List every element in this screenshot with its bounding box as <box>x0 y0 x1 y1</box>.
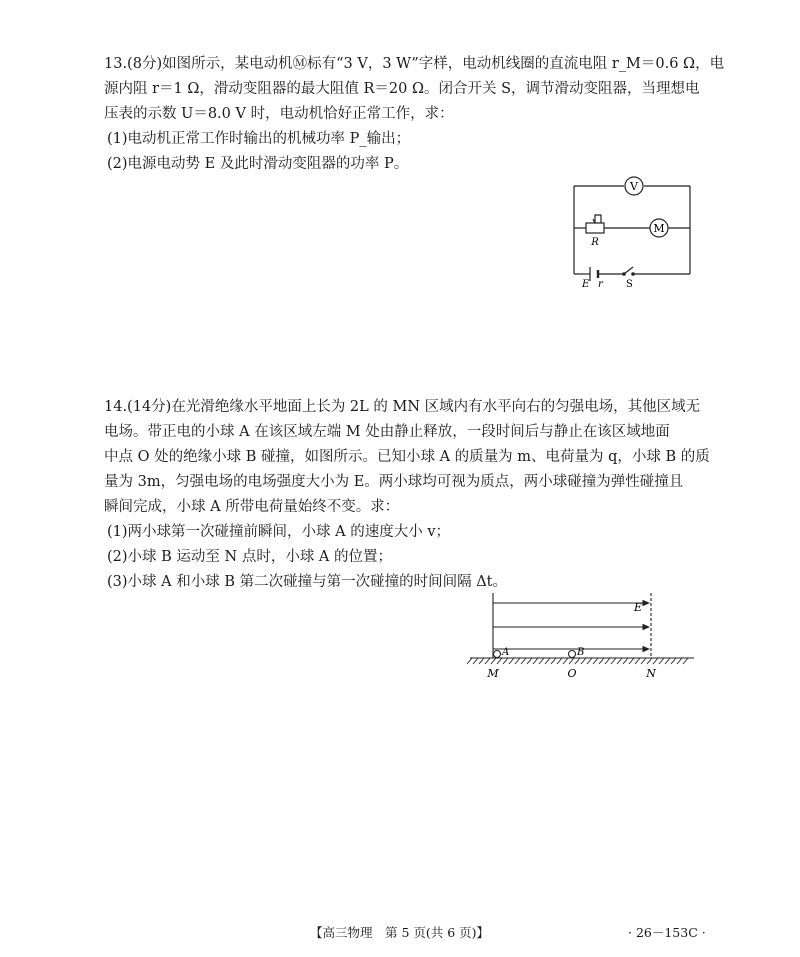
question-14-part-1: (1)两小球第一次碰撞前瞬间，小球 A 的速度大小 v； <box>107 524 451 540</box>
ground-hatching <box>467 658 688 664</box>
emf-label: E <box>582 279 590 290</box>
switch-contact <box>631 272 635 276</box>
rheostat-slider <box>595 215 601 223</box>
question-14-line-4: 量为 3m，匀强电场的电场强度大小为 E。两小球均可视为质点，两小球碰撞为弹性碰撞且 <box>104 474 684 490</box>
question-13-line-2: 源内阻 r＝1 Ω，滑动变阻器的最大阻值 R＝20 Ω。闭合开关 S，调节滑动变阻器，当理想电 <box>104 81 700 97</box>
ball-b-label: B <box>577 647 585 658</box>
question-14-line-2: 电场。带正电的小球 A 在该区域左端 M 处由静止释放，一段时间后与静止在该区域地面 <box>104 424 670 440</box>
ball-a-label: A <box>502 647 510 658</box>
question-13-line-1: 13.(8分)如图所示，某电动机Ⓜ标有“3 V，3 W”字样，电动机线圈的直流电阻 r_M＝0.6 Ω，电 <box>104 56 725 72</box>
electric-field-diagram <box>462 585 702 685</box>
motor-label: M <box>653 222 665 235</box>
switch-label: S <box>626 279 633 290</box>
question-14-part-2: (2)小球 B 运动至 N 点时，小球 A 的位置； <box>107 549 393 565</box>
question-13-part-2: (2)电源电动势 E 及此时滑动变阻器的功率 P。 <box>107 156 409 172</box>
question-14-line-3: 中点 O 处的绝缘小球 B 碰撞，如图所示。已知小球 A 的质量为 m、电荷量为 q，小球 B 的质 <box>104 449 710 465</box>
question-14-part-3: (3)小球 A 和小球 B 第二次碰撞与第一次碰撞的时间间隔 Δt。 <box>107 574 508 590</box>
circuit-diagram <box>560 170 700 290</box>
question-13-part-1: (1)电动机正常工作时输出的机械功率 P_输出； <box>107 131 411 147</box>
switch-pivot <box>622 272 626 276</box>
ball-b <box>569 651 576 658</box>
question-14-line-5: 瞬间完成，小球 A 所带电荷量始终不变。求： <box>104 499 400 515</box>
internal-resistance-label: r <box>598 279 603 290</box>
question-13 <box>104 52 725 177</box>
point-n-label: N <box>646 667 656 680</box>
voltmeter-label: V <box>630 180 638 193</box>
page-footer <box>0 923 800 947</box>
ball-a <box>494 651 501 658</box>
point-o-label: O <box>567 667 577 680</box>
question-14 <box>104 395 710 595</box>
question-14-line-1: 14.(14分)在光滑绝缘水平地面上长为 2L 的 MN 区域内有水平向右的匀强电场，其他区域无 <box>104 399 701 415</box>
point-m-label: M <box>487 667 499 680</box>
question-13-line-3: 压表的示数 U＝8.0 V 时，电动机恰好正常工作，求： <box>104 106 454 122</box>
rheostat-symbol <box>586 223 604 233</box>
footer-exam-code: · 26－153C · <box>628 925 706 940</box>
field-label: E <box>634 601 643 614</box>
footer-page-info: 【高三物理 第 5 页(共 6 页)】 <box>310 925 490 940</box>
rheostat-label: R <box>591 237 599 248</box>
